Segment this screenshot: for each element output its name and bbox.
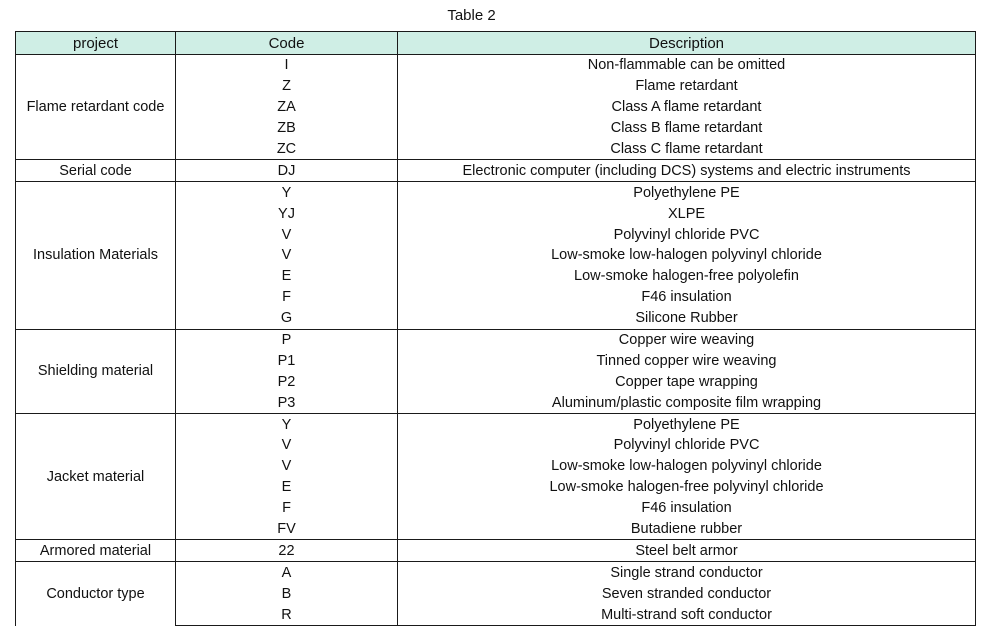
code-cell: V (176, 245, 398, 266)
table-row (16, 160, 976, 182)
table-row (16, 540, 976, 562)
code-cell: ZB (176, 118, 398, 139)
description-cell: Non-flammable can be omitted (398, 55, 976, 76)
code-cell: A (176, 562, 398, 583)
code-cell: E (176, 266, 398, 287)
code-cell: R (176, 604, 398, 625)
description-cell: XLPE (398, 203, 976, 224)
description-cell: Class C flame retardant (398, 139, 976, 160)
code-cell: F (176, 498, 398, 519)
code-cell: P2 (176, 371, 398, 392)
code-cell: P3 (176, 392, 398, 413)
description-cell: Copper tape wrapping (398, 371, 976, 392)
description-cell: Tinned copper wire weaving (398, 350, 976, 371)
code-cell: G (176, 308, 398, 329)
description-cell: Polyethylene PE (398, 414, 976, 435)
project-cell: Shielding material (16, 329, 176, 414)
description-cell: Electronic computer (including DCS) systems and electric instruments (398, 160, 976, 182)
description-cell: Single strand conductor (398, 562, 976, 583)
description-cell: Copper wire weaving (398, 329, 976, 350)
project-cell: Flame retardant code (16, 55, 176, 160)
description-cell: Butadiene rubber (398, 519, 976, 540)
project-cell: Conductor type (16, 562, 176, 626)
project-cell: Serial code (16, 160, 176, 182)
code-cell: P (176, 329, 398, 350)
description-cell: Silicone Rubber (398, 308, 976, 329)
description-cell: Steel belt armor (398, 540, 976, 562)
code-cell: 22 (176, 540, 398, 562)
description-cell: Aluminum/plastic composite film wrapping (398, 392, 976, 413)
table-row (16, 562, 976, 583)
description-cell: Low-smoke low-halogen polyvinyl chloride (398, 245, 976, 266)
table-row (16, 55, 976, 76)
code-cell: FV (176, 519, 398, 540)
header-row (16, 32, 976, 55)
code-cell: P1 (176, 350, 398, 371)
header-project: project (16, 32, 176, 55)
description-cell: Class B flame retardant (398, 118, 976, 139)
code-cell: B (176, 583, 398, 604)
table-row (16, 182, 976, 203)
description-cell: Polyvinyl chloride PVC (398, 435, 976, 456)
project-cell: Insulation Materials (16, 182, 176, 329)
code-cell: YJ (176, 203, 398, 224)
description-cell: F46 insulation (398, 498, 976, 519)
cable-code-table (15, 31, 976, 626)
table-row (16, 329, 976, 350)
code-cell: F (176, 287, 398, 308)
description-cell: Polyethylene PE (398, 182, 976, 203)
description-cell: Flame retardant (398, 76, 976, 97)
description-cell: Multi-strand soft conductor (398, 604, 976, 625)
code-cell: I (176, 55, 398, 76)
description-cell: Low-smoke halogen-free polyolefin (398, 266, 976, 287)
description-cell: Low-smoke halogen-free polyvinyl chloride (398, 477, 976, 498)
description-cell: Low-smoke low-halogen polyvinyl chloride (398, 456, 976, 477)
table-caption: Table 2 (447, 7, 496, 24)
code-cell: ZC (176, 139, 398, 160)
table-header (16, 32, 976, 55)
code-cell: ZA (176, 97, 398, 118)
table-body (16, 55, 976, 626)
table-row (16, 414, 976, 435)
code-cell: E (176, 477, 398, 498)
code-cell: Z (176, 76, 398, 97)
code-cell: V (176, 435, 398, 456)
header-code: Code (176, 32, 398, 55)
code-cell: Y (176, 414, 398, 435)
description-cell: Class A flame retardant (398, 97, 976, 118)
header-description: Description (398, 32, 976, 55)
code-cell: Y (176, 182, 398, 203)
description-cell: F46 insulation (398, 287, 976, 308)
description-cell: Seven stranded conductor (398, 583, 976, 604)
code-cell: DJ (176, 160, 398, 182)
code-cell: V (176, 456, 398, 477)
code-cell: V (176, 224, 398, 245)
description-cell: Polyvinyl chloride PVC (398, 224, 976, 245)
project-cell: Jacket material (16, 414, 176, 540)
project-cell: Armored material (16, 540, 176, 562)
